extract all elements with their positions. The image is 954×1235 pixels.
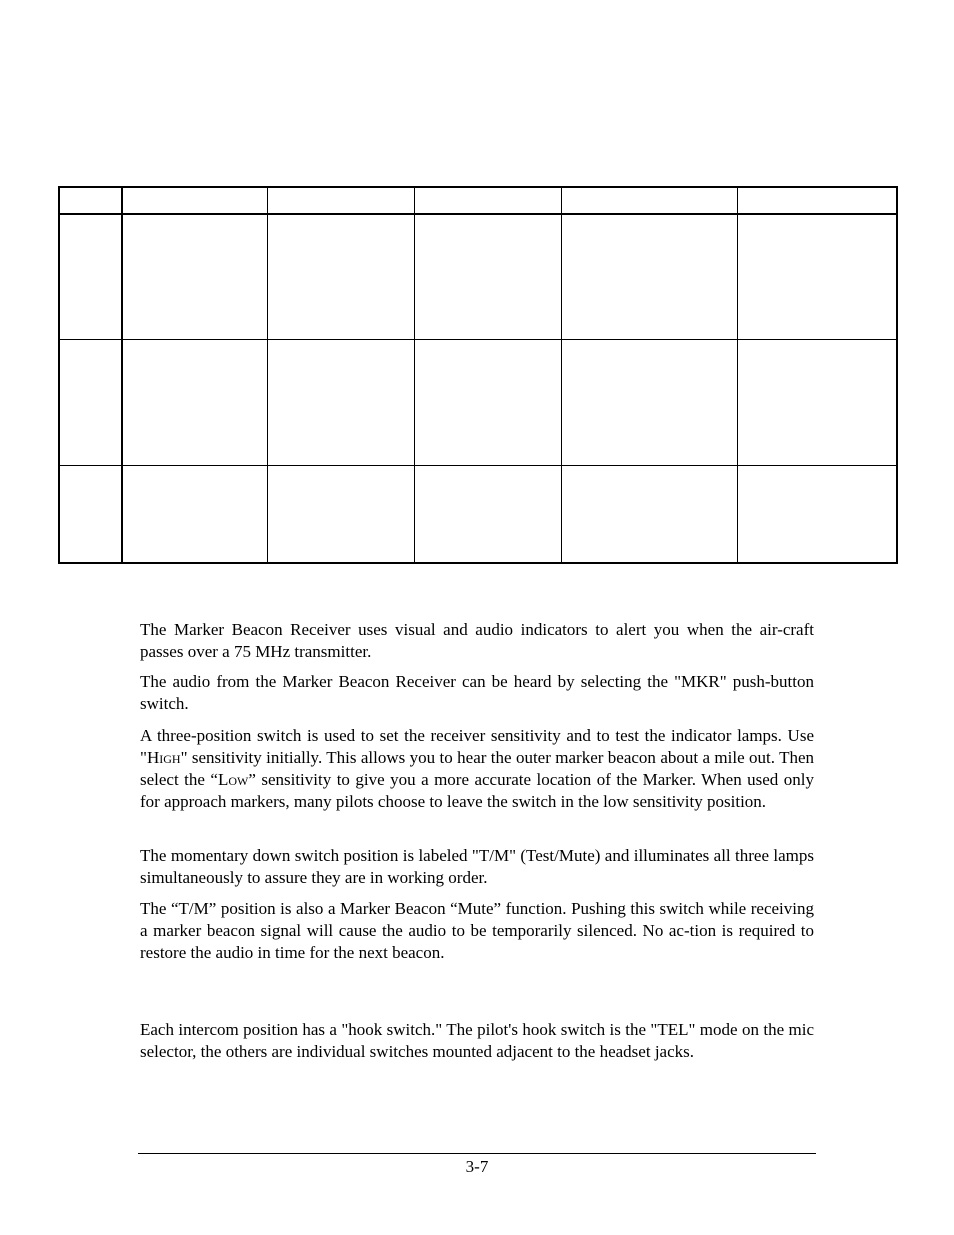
paragraph-mute-function: The “T/M” position is also a Marker Beacon “Mute” function. Pushing this switch while receiving a marker beacon signal will cause the audio to be temporarily silenced. No ac-tion is required to restore the audio in time for the next beacon. bbox=[140, 899, 814, 962]
paragraph-hook-switch: Each intercom position has a "hook switch." The pilot's hook switch is the "TEL" mode on the mic selector, the others are individual switches mounted adjacent to the headset jacks. bbox=[140, 1020, 814, 1061]
table-cell bbox=[561, 214, 737, 340]
table-cell bbox=[561, 340, 737, 466]
page-number: 3-7 bbox=[465, 1157, 489, 1176]
paragraph-text: A three-position switch is used to set the receiver sensitivity and to test the indicator lamps. Use " bbox=[140, 726, 814, 767]
table-cell bbox=[414, 340, 561, 466]
table-cell bbox=[737, 340, 897, 466]
table-cell bbox=[414, 187, 561, 214]
table-cell bbox=[737, 214, 897, 340]
table-cell bbox=[122, 466, 267, 564]
paragraph-text: " sensitivity initially. This allows you to hear the outer marker beacon about a mile out. Then select the “ bbox=[140, 748, 814, 789]
table-row bbox=[59, 340, 897, 466]
high-label-initial: H bbox=[146, 748, 160, 767]
table-cell bbox=[267, 340, 414, 466]
table-cell bbox=[59, 187, 122, 214]
low-label-initial: L bbox=[217, 770, 229, 789]
table-cell bbox=[737, 466, 897, 564]
paragraph-test-mute: The momentary down switch position is labeled "T/M" (Test/Mute) and illuminates all three lamps simultaneously to assure they are in working order. bbox=[140, 846, 814, 887]
table-row bbox=[59, 214, 897, 340]
table-cell bbox=[267, 466, 414, 564]
footer-divider bbox=[138, 1153, 816, 1154]
indicator-table bbox=[58, 186, 898, 564]
paragraph-mkr-audio: The audio from the Marker Beacon Receiver can be heard by selecting the "MKR" push-button switch. bbox=[140, 672, 814, 713]
table-cell bbox=[122, 187, 267, 214]
table-row bbox=[59, 466, 897, 564]
table-cell bbox=[737, 187, 897, 214]
high-label-rest: igh bbox=[159, 748, 181, 767]
table-cell bbox=[414, 466, 561, 564]
table-cell bbox=[59, 466, 122, 564]
table-cell bbox=[122, 340, 267, 466]
table-cell bbox=[122, 214, 267, 340]
table-cell bbox=[267, 187, 414, 214]
table-cell bbox=[59, 214, 122, 340]
table-cell bbox=[561, 187, 737, 214]
table-header-row bbox=[59, 187, 897, 214]
table-cell bbox=[59, 340, 122, 466]
low-label-rest: ow bbox=[228, 770, 249, 789]
paragraph-marker-beacon-intro: The Marker Beacon Receiver uses visual and audio indicators to alert you when the air-craft passes over a 75 MHz transmitter. bbox=[140, 620, 814, 661]
table-cell bbox=[414, 214, 561, 340]
table-cell bbox=[561, 466, 737, 564]
table-cell bbox=[267, 214, 414, 340]
paragraph-text: ” sensitivity to give you a more accurate location of the Marker. When used only for approach markers, many pilots choose to leave the switch in the low sensitivity position. bbox=[140, 770, 814, 811]
paragraph-sensitivity-switch bbox=[140, 725, 814, 813]
